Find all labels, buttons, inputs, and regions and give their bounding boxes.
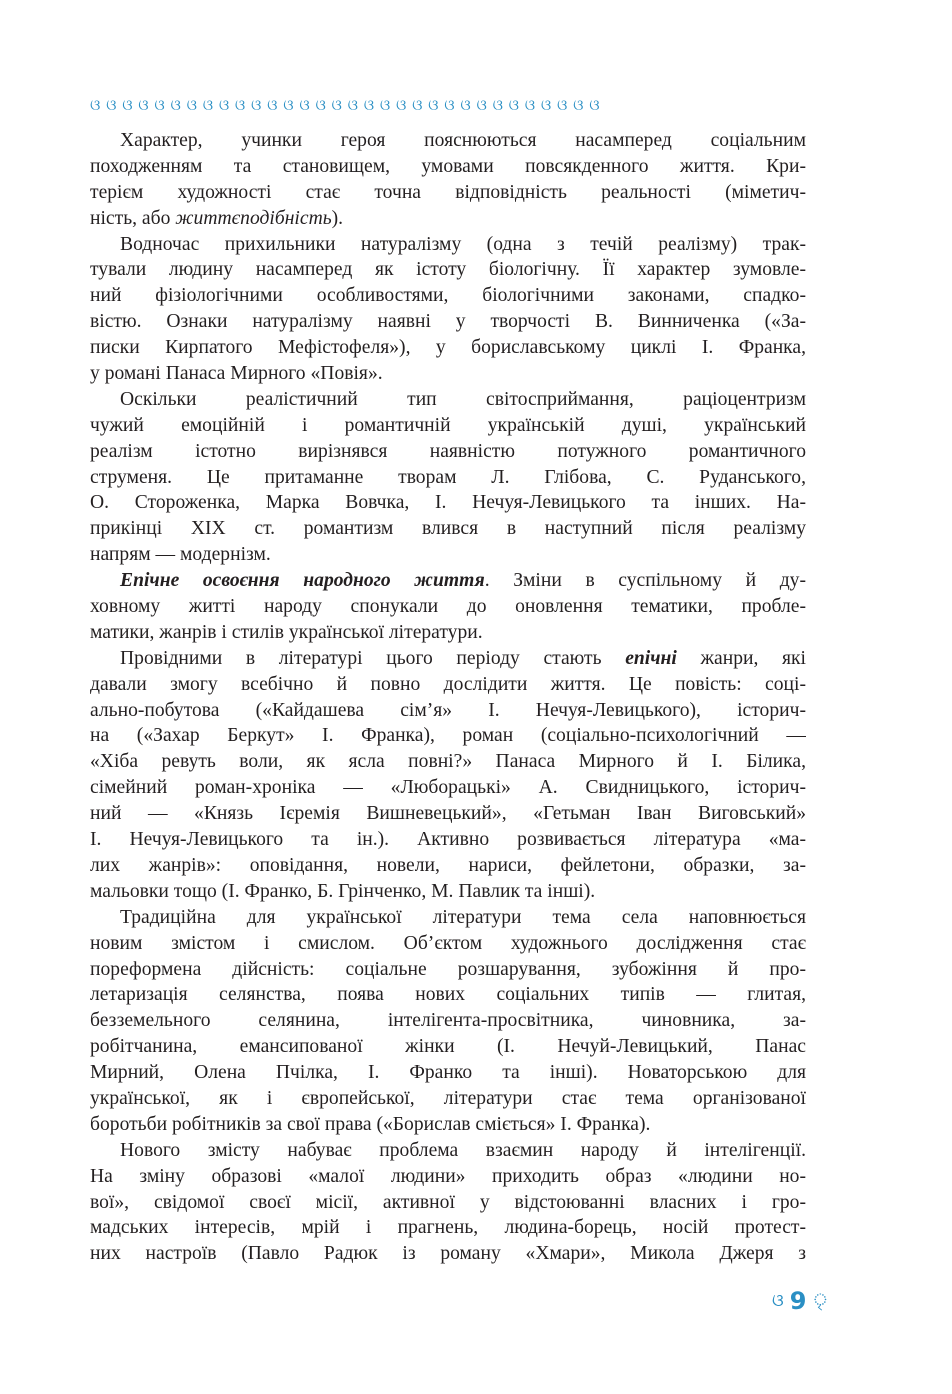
text-line: Характер, учинки героя пояснюються насамперед соціальним [120, 130, 806, 151]
text-line: реалізм істотно вирізнявся наявністю потужного романтичного [90, 440, 806, 462]
ornament-row: ଓ ଓ ଓ ଓ ଓ ଓ ଓ ଓ ଓ ଓ ଓ ଓ ଓ ଓ ଓ ଓ ଓ ଓ ଓ ଓ ଓ ଓ ଓ ଓ ଓ ଓ ଓ ଓ ଓ ଓ ଓ ଓ [90, 96, 601, 114]
text-line: писки Кирпатого Мефістофеля»), у бориславському циклі І. Франка, [90, 337, 806, 359]
text-line: чужий емоційній і романтичній українській душі, український [90, 414, 806, 436]
text-line: струменя. Це притаманне творам Л. Глібова, С. Руданського, [90, 466, 806, 488]
right-ornament-icon: ৃ [812, 1290, 829, 1310]
italic-term: життєподібність [175, 207, 332, 229]
text-line: боротьби робітників за свої права («Борислав сміється» І. Франка). [90, 1113, 651, 1135]
text-line: На зміну образові «малої людини» приходить образ «людини но- [90, 1165, 806, 1187]
text-line: тували людину насамперед як істоту біологічну. Її характер зумовле- [90, 259, 806, 281]
text-line: вістю. Ознаки натуралізму наявні у творчості В. Винниченка («За- [90, 311, 806, 333]
left-ornament-icon: ଓ [772, 1291, 784, 1311]
page-number: 9 [789, 1287, 807, 1315]
text-line: ний фізіологічними особливостями, біологічними законами, спадко- [90, 285, 806, 307]
text-line: у романі Панаса Мирного «Повія». [90, 363, 383, 385]
text-line: летаризація селянства, поява нових соціальних типів — глитая, [90, 984, 806, 1006]
text-line: безземельного селянина, інтелігента-просвітника, чиновника, за- [90, 1010, 806, 1032]
paragraph-1 [90, 128, 806, 232]
text-span: жанри, які [676, 647, 806, 669]
paragraph-3 [90, 387, 806, 568]
text-line: робітчанина, емансипованої жінки (І. Нечуй-Левицький, Панас [90, 1036, 806, 1058]
text-line: О. Стороженка, Марка Вовчка, І. Нечуя-Левицького та інших. На- [90, 492, 806, 514]
page-number-block [772, 1287, 828, 1315]
text-line: давали змогу всебічно й повно дослідити життя. Це повість: соці- [90, 673, 806, 695]
paragraph-5 [90, 646, 806, 905]
text-line: української, як і європейської, літератури стає тема організованої [90, 1087, 806, 1109]
text-line: матики, жанрів і стилів української літератури. [90, 621, 483, 643]
text-line: на («Захар Беркут» І. Франка), роман (соціально-психологічний — [90, 725, 806, 747]
bold-italic-term: епічні [625, 647, 677, 669]
text-span: ність, або [90, 207, 176, 229]
text-line: терієм художності стає точна відповідність реальності (міметич- [90, 181, 806, 203]
text-span: Провідними в літературі цього періоду стають [120, 647, 626, 669]
text-line: Водночас прихильники натуралізму (одна з течій реалізму) трак- [120, 233, 806, 255]
text-line: ховному житті народу спонукали до оновлення тематики, пробле- [90, 596, 806, 618]
text-line: лих жанрів»: оповідання, новели, нариси, фейлетони, образки, за- [90, 854, 806, 876]
text-line: сімейний роман-хроніка — «Люборацькі» А. Свидницького, історич- [90, 777, 806, 799]
text-line: І. Нечуя-Левицького та ін.). Активно розвивається література «ма- [90, 829, 806, 851]
paragraph-6 [90, 905, 806, 1138]
paragraph-2 [90, 232, 806, 387]
text-line: новим змістом і смислом. Об’єктом художнього дослідження стає [90, 932, 806, 954]
text-line: мальовки тощо (І. Франко, Б. Грінченко, М. Павлик та інші). [90, 880, 596, 902]
text-line: них настроїв (Павло Радюк із роману «Хмари», Микола Джеря з [90, 1243, 806, 1265]
text-line: Мирний, Олена Пчілка, І. Франко та інші). Новаторською для [90, 1062, 806, 1084]
text-span: ). [331, 207, 344, 229]
text-line [90, 206, 806, 232]
paragraph-4 [90, 568, 806, 646]
text-line: походженням та становищем, умовами повсякденного життя. Кри- [90, 155, 806, 177]
text-line: напрям — модернізм. [90, 544, 271, 566]
text-line: ний — «Князь Ієремія Вишневецький», «Гетьман Іван Виговський» [90, 803, 806, 825]
page-body [90, 128, 806, 1267]
text-span: . Зміни в суспільному й ду- [484, 570, 806, 592]
paragraph-7 [90, 1138, 806, 1267]
text-line: Традиційна для української літератури тема села наповнюється [120, 906, 806, 928]
text-line: мадських інтересів, мрій і прагнень, людина-борець, носій протест- [90, 1217, 806, 1239]
bold-italic-heading: Епічне освоєння народного життя [120, 570, 485, 592]
text-line: «Хіба ревуть воли, як ясла повні?» Панаса Мирного й І. Білика, [90, 751, 806, 773]
text-line: прикінці XIX ст. романтизм влився в наступний після реалізму [90, 518, 806, 540]
text-line: Оскільки реалістичний тип світосприймання, раціоцентризм [120, 388, 806, 410]
text-line: Нового змісту набуває проблема взаємин народу й інтелігенції. [120, 1139, 806, 1161]
top-ornament-border [90, 94, 880, 116]
text-line: вої», свідомої своєї місії, активної у відстоюванні власних і гро- [90, 1191, 806, 1213]
text-line: ально-побутова («Кайдашева сім’я» І. Нечуя-Левицького), історич- [90, 699, 806, 721]
text-line [90, 646, 806, 672]
text-line [90, 568, 806, 594]
text-line: пореформена дійсність: соціальне розшарування, зубожіння й про- [90, 958, 806, 980]
